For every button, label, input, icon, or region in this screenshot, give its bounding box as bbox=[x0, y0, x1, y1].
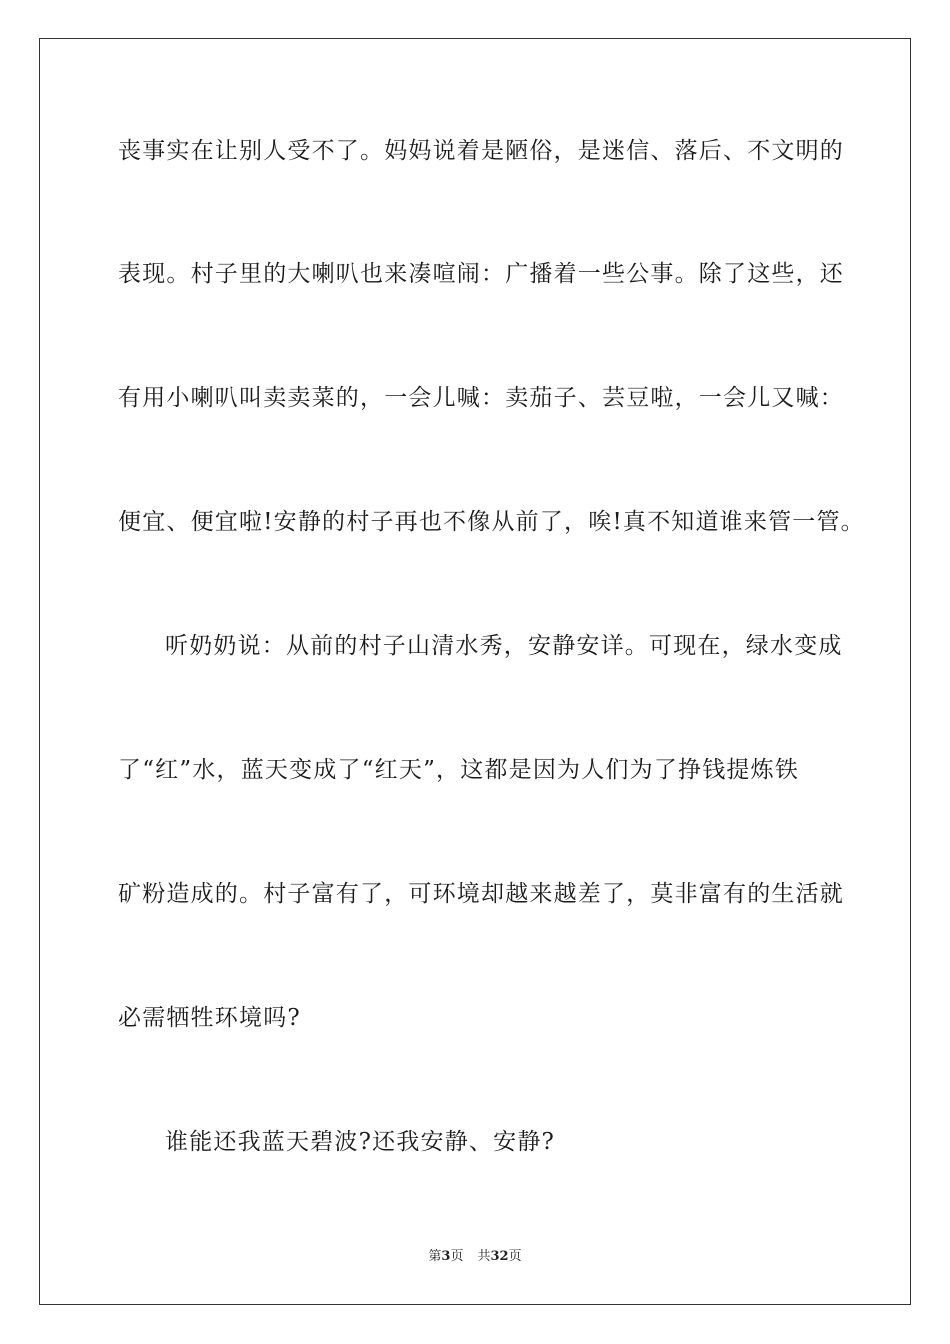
footer-total-prefix: 共 bbox=[477, 1249, 491, 1264]
footer-page-suffix: 页 bbox=[450, 1249, 464, 1264]
paragraph-line-7: 矿粉造成的。村子富有了，可环境却越来越差了，莫非富有的生活就 bbox=[118, 881, 844, 907]
footer-total-suffix: 页 bbox=[508, 1249, 522, 1264]
paragraph-line-2: 表现。村子里的大喇叭也来凑喧闹：广播着一些公事。除了这些，还 bbox=[118, 261, 844, 287]
footer-total-pages: 32 bbox=[490, 1249, 509, 1264]
page-footer bbox=[0, 1248, 950, 1266]
paragraph-line-9: 谁能还我蓝天碧波?还我安静、安静? bbox=[165, 1129, 556, 1155]
paragraph-line-6: 了“红”水，蓝天变成了“红天”，这都是因为人们为了挣钱提炼铁 bbox=[118, 757, 800, 783]
paragraph-line-4: 便宜、便宜啦!安静的村子再也不像从前了，唉!真不知道谁来管一管。 bbox=[118, 509, 865, 535]
footer-page-number: 3 bbox=[441, 1249, 451, 1264]
paragraph-line-3: 有用小喇叭叫卖卖菜的，一会儿喊：卖茄子、芸豆啦，一会儿又喊： bbox=[118, 385, 844, 411]
paragraph-line-1: 丧事实在让别人受不了。妈妈说着是陋俗，是迷信、落后、不文明的 bbox=[118, 138, 844, 164]
paragraph-line-5: 听奶奶说：从前的村子山清水秀，安静安详。可现在，绿水变成 bbox=[165, 633, 843, 659]
footer-page-prefix: 第 bbox=[428, 1249, 442, 1264]
paragraph-line-8: 必需牺牲环境吗? bbox=[118, 1005, 301, 1031]
page-border bbox=[39, 38, 911, 1305]
